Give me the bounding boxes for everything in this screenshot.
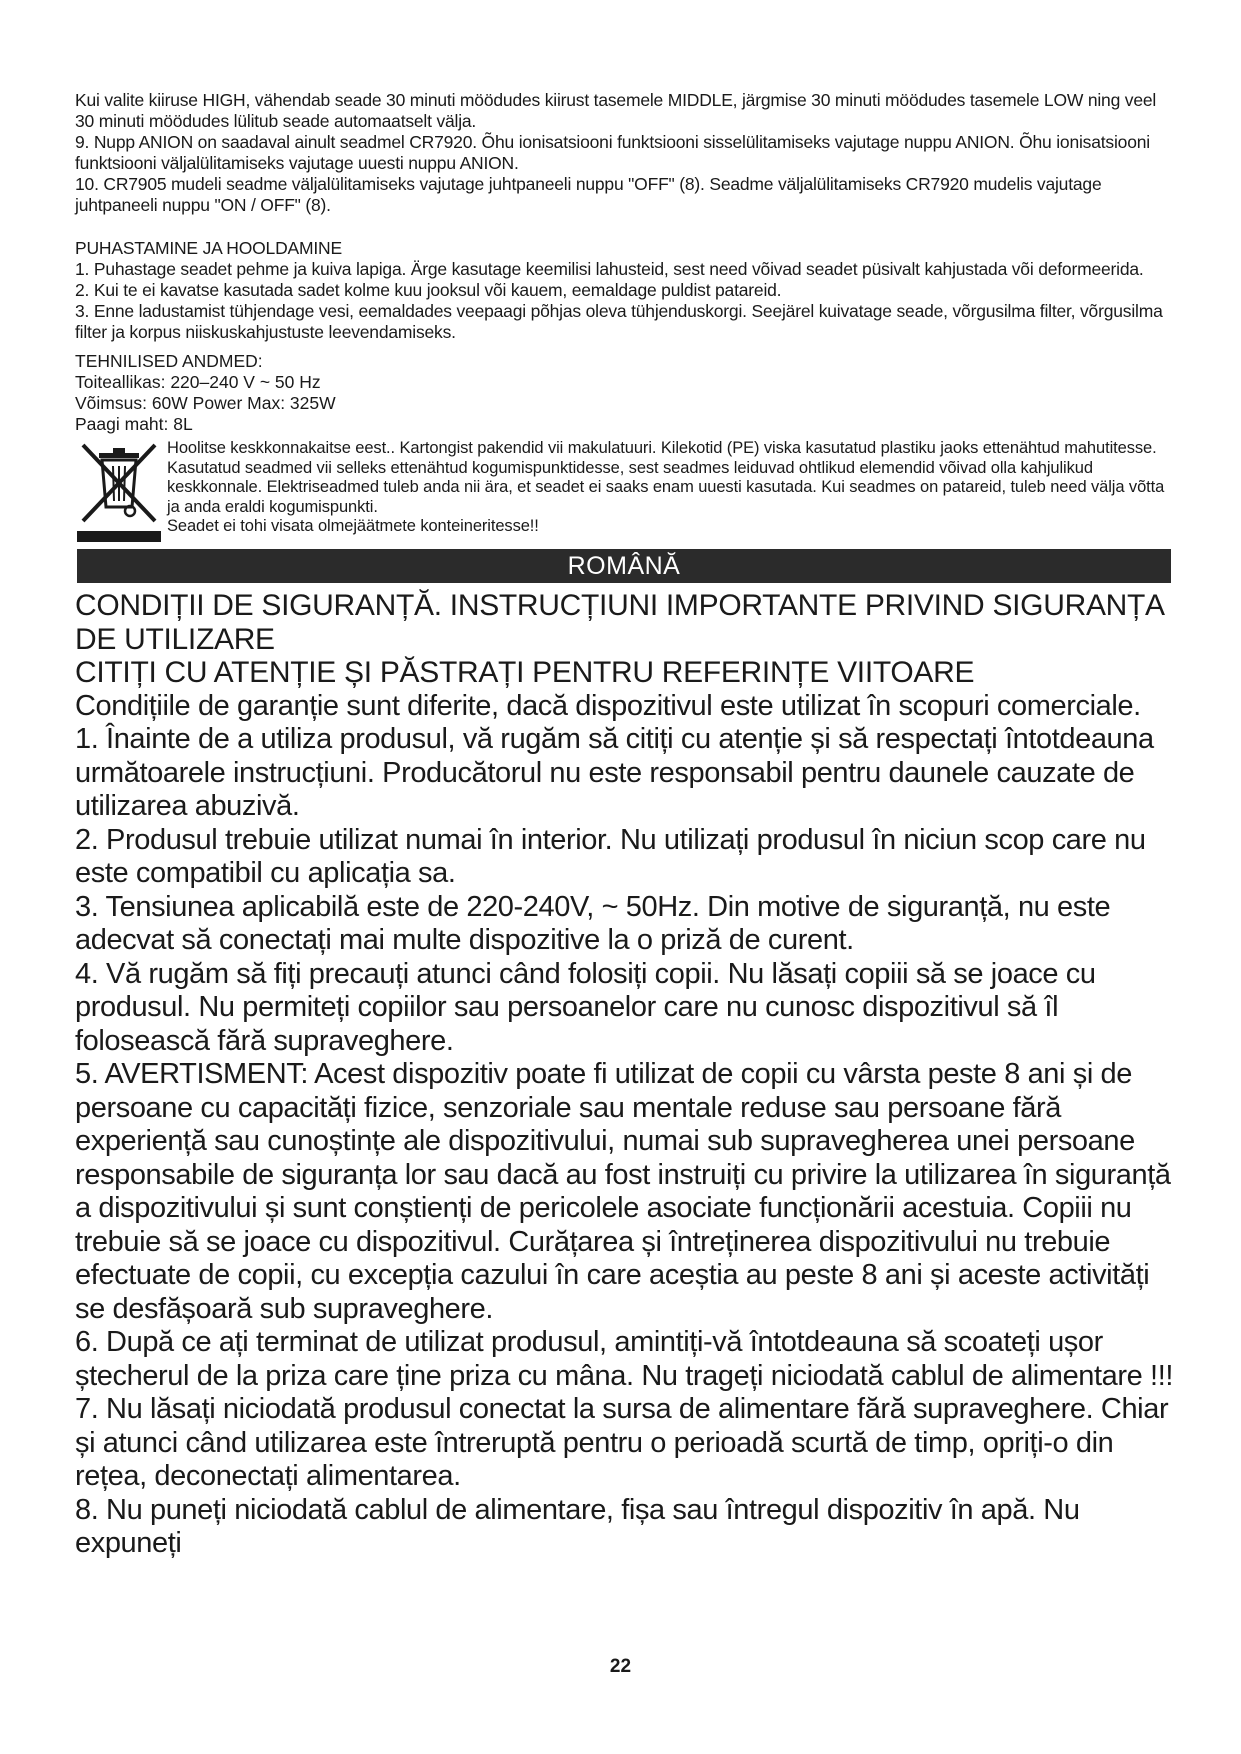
estonian-operation-section xyxy=(75,90,1175,216)
safety-title: CONDIȚII DE SIGURANȚĂ. INSTRUCȚIUNI IMPORTANTE PRIVIND SIGURANȚA DE UTILIZARE xyxy=(75,589,1164,656)
page-number: 22 xyxy=(609,1656,632,1677)
specs-heading: TEHNILISED ANDMED: xyxy=(75,351,263,371)
list-item: 4. Vă rugăm să fiți precauți atunci când folosiți copii. Nu lăsați copiii să se joace cu produsul. Nu permiteți copiilor sau persoanelor care nu cunosc dispozitivul să îl folosească fără supraveghere. xyxy=(75,957,1096,1057)
list-item: 1. Înainte de a utiliza produsul, vă rugăm să citiți cu atenție și să respectați întotdeauna următoarele instrucțiuni. Producătorul nu este responsabil pentru daunele cauzate de utilizarea abuzivă. xyxy=(75,723,1154,822)
language-section-bar: ROMÂNĂ xyxy=(77,549,1171,583)
manual-page xyxy=(75,90,1175,1561)
weee-notice xyxy=(75,437,1175,545)
paragraph: Kui valite kiiruse HIGH, vähendab seade 30 minuti möödudes kiirust tasemele MIDDLE, järgmise 30 minuti möödudes tasemele LOW ning veel 30 minuti möödudes lülitub seade automaatselt välja. xyxy=(75,90,1157,131)
list-item: 1. Puhastage seadet pehme ja kuiva lapiga. Ärge kasutage keemilisi lahusteid, sest need võivad seadet püsivalt kahjustada või deformeerida. xyxy=(75,259,1144,279)
paragraph: 10. CR7905 mudeli seadme väljalülitamiseks vajutage juhtpaneeli nuppu "OFF" (8). Seadme väljalülitamiseks CR7920 mudelis vajutage juhtpaneeli nuppu "ON / OFF" (8). xyxy=(75,174,1102,215)
list-item: 3. Enne ladustamist tühjendage vesi, eemaldades veepaagi põhjas oleva tühjenduskorgi. Seejärel kuivatage seade, võrgusilma filter, võrgusilma filter ja korpus niiskuskahjustuste leevendamiseks. xyxy=(75,301,1163,342)
cleaning-heading: PUHASTAMINE JA HOOLDAMINE xyxy=(75,238,342,258)
safety-subtitle: CITIȚI CU ATENȚIE ȘI PĂSTRAȚI PENTRU REFERINȚE VIITOARE xyxy=(75,656,975,689)
paragraph: 9. Nupp ANION on saadaval ainult seadmel CR7920. Õhu ionisatsiooni funktsiooni sisselülitamiseks vajutage nuppu ANION. Õhu ionisatsiooni funktsiooni väljalülitamiseks vajutage uuesti nuppu ANION. xyxy=(75,132,1150,173)
romanian-safety-section xyxy=(75,589,1175,1561)
spec-tank: Paagi maht: 8L xyxy=(75,414,193,434)
cleaning-section xyxy=(75,238,1175,343)
weee-text xyxy=(163,437,1175,545)
crossed-out-wheeled-bin-icon xyxy=(75,437,163,545)
paragraph: Condițiile de garanție sunt diferite, dacă dispozitivul este utilizat în scopuri comerciale. xyxy=(75,689,1141,722)
list-item: 2. Produsul trebuie utilizat numai în interior. Nu utilizați produsul în niciun scop care nu este compatibil cu aplicația sa. xyxy=(75,823,1146,889)
list-item: 6. După ce ați terminat de utilizat produsul, amintiți-vă întotdeauna să scoateți ușor ștecherul de la priza care ține priza cu mâna. Nu trageți niciodată cablul de alimentare !!! xyxy=(75,1326,1174,1392)
weee-paragraph: Seadet ei tohi visata olmejäätmete konteineritesse!! xyxy=(167,517,539,535)
list-item: 3. Tensiunea aplicabilă este de 220-240V, ~ 50Hz. Din motive de siguranță, nu este adecvat să conectați mai multe dispozitive la o priză de curent. xyxy=(75,890,1111,956)
spec-power: Võimsus: 60W Power Max: 325W xyxy=(75,393,336,413)
list-item: 5. AVERTISMENT: Acest dispozitiv poate fi utilizat de copii cu vârsta peste 8 ani și de persoane cu capacități fizice, senzoriale sau mentale reduse sau persoane fără experiență sau cunoștințe ale dispozitivului, numai sub supravegherea unei persoane responsabile de siguranța lor sau dacă au fost instruiți cu privire la utilizarea în siguranță a dispozitivului și sunt conștienți de pericolele asociate funcționării acestuia. Copiii nu trebuie să se joace cu dispozitivul. Curățarea și întreținerea dispozitivului nu trebuie efectuate de copii, cu excepția cazului în care aceștia au peste 8 ani și aceste activități se desfășoară sub supraveghere. xyxy=(75,1058,1171,1325)
list-item: 2. Kui te ei kavatse kasutada sadet kolme kuu jooksul või kauem, eemaldage puldist patareid. xyxy=(75,280,782,300)
list-item: 7. Nu lăsați niciodată produsul conectat la sursa de alimentare fără supraveghere. Chiar și atunci când utilizarea este întreruptă pentru o perioadă scurtă de timp, opriți-o din rețea, deconectați alimentarea. xyxy=(75,1393,1169,1492)
list-item: 8. Nu puneți niciodată cablul de alimentare, fișa sau întregul dispozitiv în apă. Nu expuneți xyxy=(75,1493,1080,1559)
technical-specs xyxy=(75,351,1175,435)
weee-paragraph: Hoolitse keskkonnakaitse eest.. Kartongist pakendid vii makulatuuri. Kilekotid (PE) viska kasutatud plastiku jaoks ettenähtud mahutitesse. Kasutatud seadmed vii selleks ettenähtud kogumispunktidesse, sest seadmes leiduvad ohtlikud elemendid võivad olla kahjulikud keskkonnale. Elektriseadmed tuleb anda nii ära, et seadet ei saaks enam uuesti kasutada. Kui seadmes on patareid, tuleb need välja võtta ja anda eraldi kogumispunkti. xyxy=(167,439,1165,516)
spec-power-supply: Toiteallikas: 220–240 V ~ 50 Hz xyxy=(75,372,321,392)
